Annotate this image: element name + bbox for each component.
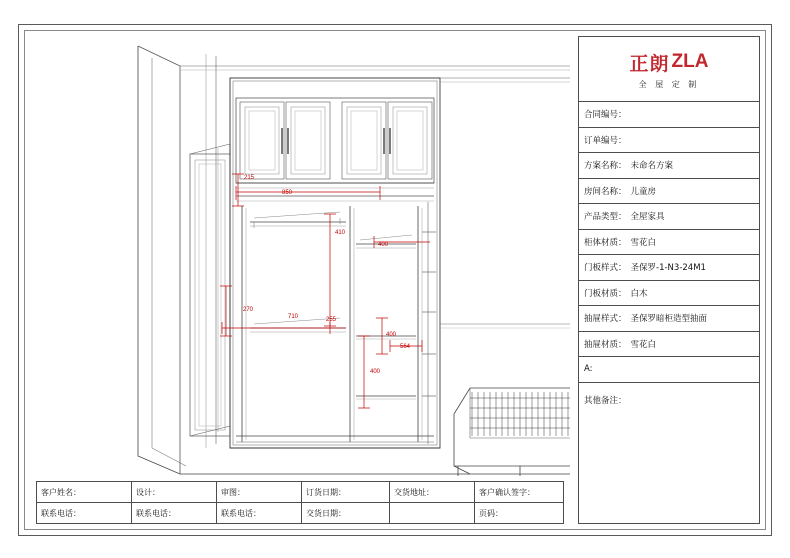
title-block-cell bbox=[37, 503, 132, 524]
dimension-label: 410 bbox=[335, 230, 346, 236]
info-row bbox=[579, 357, 759, 383]
info-row bbox=[579, 255, 759, 281]
logo-chinese-text: 正朗 bbox=[629, 52, 670, 75]
title-block-label: 联系电话： bbox=[136, 509, 176, 518]
title-block-label: 联系电话： bbox=[41, 509, 81, 518]
title-block-label: 审图： bbox=[221, 487, 245, 497]
info-row bbox=[579, 204, 759, 230]
info-row-label: A: bbox=[584, 364, 593, 375]
info-row bbox=[579, 306, 759, 332]
info-row-label: 订单编号： bbox=[584, 135, 627, 146]
info-row-list bbox=[579, 102, 759, 417]
title-block-cell bbox=[217, 503, 302, 524]
title-block-cell bbox=[132, 482, 217, 502]
title-block-label: 设计： bbox=[136, 487, 160, 497]
info-row-label: 房间名称： bbox=[584, 186, 627, 197]
title-block-label: 订货日期： bbox=[306, 487, 346, 497]
info-row-label: 方案名称： bbox=[584, 161, 627, 172]
title-block-label: 客户姓名： bbox=[41, 487, 81, 497]
info-row-value: 雪花白 bbox=[630, 237, 657, 248]
title-block-label: 页码： bbox=[479, 509, 503, 518]
dimension-label: 400 bbox=[386, 332, 397, 338]
info-row-label: 产品类型： bbox=[584, 212, 627, 223]
logo-tagline: 全 屋 定 制 bbox=[638, 79, 700, 89]
info-row bbox=[579, 102, 759, 128]
info-row-value: 儿童房 bbox=[630, 186, 657, 197]
dimension-label: 255 bbox=[326, 317, 337, 323]
info-row bbox=[579, 128, 759, 154]
info-row bbox=[579, 230, 759, 256]
title-block-cell bbox=[37, 482, 132, 502]
info-row-label: 柜体材质： bbox=[584, 237, 627, 248]
title-block-cell bbox=[475, 503, 563, 524]
title-block-cell bbox=[132, 503, 217, 524]
info-row-value: 圣保罗暗柜造型抽面 bbox=[630, 314, 708, 325]
info-row-label: 合同编号： bbox=[584, 110, 627, 121]
title-block-label: 交货地址： bbox=[394, 487, 434, 497]
title-block-label: 客户确认签字： bbox=[479, 487, 535, 497]
info-panel bbox=[578, 36, 760, 524]
title-block-cell bbox=[302, 503, 390, 524]
company-logo bbox=[579, 37, 759, 102]
info-row-value: 圣保罗-1-N3-24M1 bbox=[630, 263, 706, 274]
dimension-label: 710 bbox=[288, 314, 299, 320]
info-row-value: 全屋家具 bbox=[630, 212, 665, 223]
info-row-label: 门板材质： bbox=[584, 288, 627, 299]
title-block-row-1 bbox=[37, 482, 563, 503]
title-block-cell bbox=[302, 482, 390, 502]
info-row-value: 未命名方案 bbox=[630, 161, 674, 172]
info-row-label: 抽屉样式： bbox=[584, 314, 627, 325]
info-row-label: 门板样式： bbox=[584, 263, 627, 274]
title-block-row-2 bbox=[37, 503, 563, 524]
title-block bbox=[36, 481, 564, 524]
logo-mark bbox=[630, 49, 709, 76]
info-row bbox=[579, 332, 759, 358]
dimension-label: 400 bbox=[370, 369, 381, 375]
dimension-label: 270 bbox=[243, 307, 254, 313]
info-row-value: 雪花白 bbox=[630, 339, 657, 350]
title-block-label: 联系电话： bbox=[221, 509, 261, 518]
info-row-label: 抽屉材质： bbox=[584, 339, 627, 350]
cad-drawing-area bbox=[30, 36, 570, 476]
dimension-label: 564 bbox=[400, 344, 411, 350]
info-row bbox=[579, 179, 759, 205]
title-block-cell bbox=[217, 482, 302, 502]
logo-latin-text: ZLA bbox=[671, 51, 709, 72]
dimension-label: 850 bbox=[282, 190, 293, 196]
info-row bbox=[579, 281, 759, 307]
title-block-label: 交货日期： bbox=[306, 509, 346, 518]
title-block-cell bbox=[390, 503, 475, 524]
info-row-value: 白木 bbox=[630, 288, 648, 299]
info-row-label: 其他备注： bbox=[584, 395, 627, 406]
dimension-label: 215 bbox=[244, 175, 255, 181]
info-row bbox=[579, 153, 759, 179]
dimension-label: 400 bbox=[378, 242, 389, 248]
title-block-cell bbox=[390, 482, 475, 502]
title-block-cell bbox=[475, 482, 563, 502]
info-row bbox=[579, 383, 759, 417]
